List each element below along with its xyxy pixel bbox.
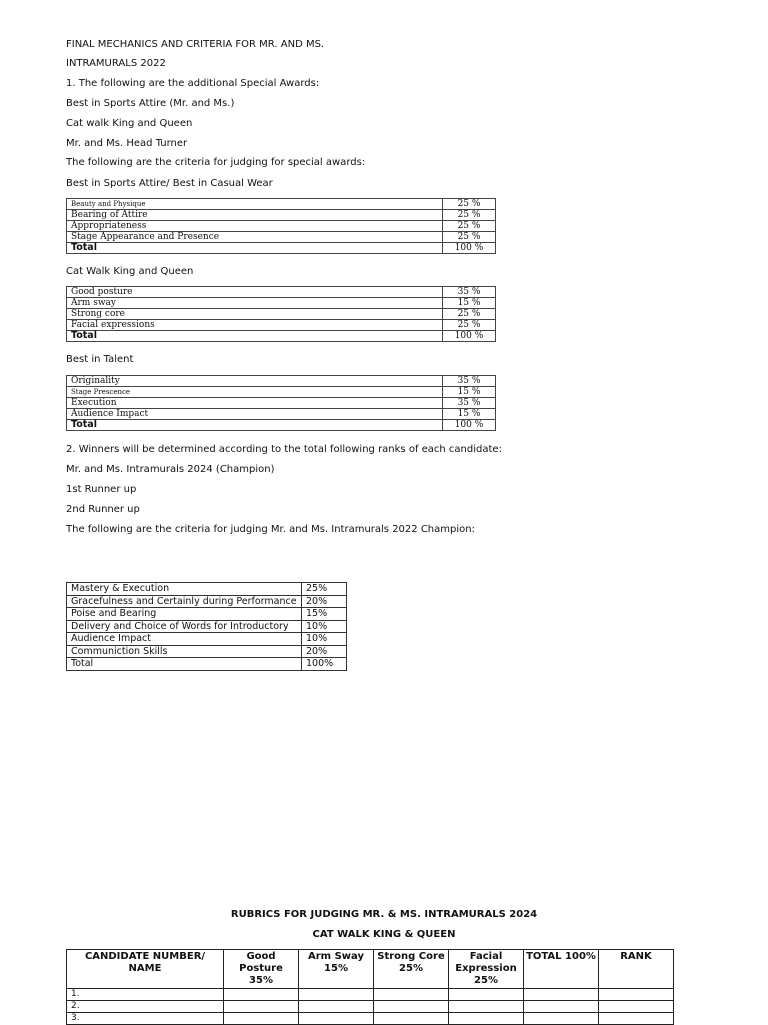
criterion-label: Communiction Skills	[67, 645, 302, 658]
rubric-row-number: 1.	[67, 989, 224, 1001]
criterion-value: 25 %	[443, 210, 496, 221]
criterion-value: 10%	[302, 633, 347, 646]
rubric-cell	[449, 1001, 524, 1013]
total-value: 100 %	[443, 420, 496, 431]
criterion-value: 25 %	[443, 221, 496, 232]
total-value: 100%	[302, 658, 347, 671]
rubric-cell	[299, 1001, 374, 1013]
rubric-row-number: 2.	[67, 1001, 224, 1013]
sports-attire-table	[66, 198, 496, 254]
rank-item: 1st Runner up	[66, 484, 137, 495]
rubric-cell	[524, 1001, 599, 1013]
criterion-value: 35 %	[443, 398, 496, 409]
criterion-value: 15%	[302, 608, 347, 621]
catwalk-table	[66, 286, 496, 342]
criterion-value: 10%	[302, 620, 347, 633]
rubric-cell	[224, 1013, 299, 1025]
rubric-header-arm-sway: Arm Sway 15%	[299, 950, 374, 989]
champion-criteria-table	[66, 582, 347, 671]
rubric-title: RUBRICS FOR JUDGING MR. & MS. INTRAMURALS 2024	[230, 909, 538, 920]
rubric-cell	[374, 1013, 449, 1025]
heading-line2: INTRAMURALS 2022	[66, 58, 166, 69]
criterion-label: Mastery & Execution	[67, 583, 302, 596]
rubric-cell	[374, 989, 449, 1001]
award-item: Cat walk King and Queen	[66, 118, 193, 129]
criterion-value: 25 %	[443, 320, 496, 331]
rank-item: 2nd Runner up	[66, 504, 140, 515]
catwalk-title: Cat Walk King and Queen	[66, 266, 194, 277]
section1-intro: 1. The following are the additional Special Awards:	[66, 78, 320, 89]
talent-title: Best in Talent	[66, 354, 134, 365]
total-value: 100 %	[443, 243, 496, 254]
table-row	[67, 989, 674, 1001]
criterion-label: Poise and Bearing	[67, 608, 302, 621]
rubric-header-expression: Facial Expression 25%	[449, 950, 524, 989]
criterion-label: Execution	[67, 398, 443, 409]
rubric-cell	[524, 1013, 599, 1025]
total-label: Total	[67, 658, 302, 671]
rubric-cell	[299, 989, 374, 1001]
criterion-label: Beauty and Physique	[67, 199, 443, 210]
rubric-header-total: TOTAL 100%	[524, 950, 599, 989]
criterion-label: Audience Impact	[67, 409, 443, 420]
award-item: Best in Sports Attire (Mr. and Ms.)	[66, 98, 235, 109]
rubric-cell	[599, 1013, 674, 1025]
criterion-label: Audience Impact	[67, 633, 302, 646]
criterion-label: Facial expressions	[67, 320, 443, 331]
criterion-label: Gracefulness and Certainly during Performance	[67, 595, 302, 608]
criterion-label: Delivery and Choice of Words for Introductory	[67, 620, 302, 633]
rubric-subtitle: CAT WALK KING & QUEEN	[312, 929, 456, 940]
criterion-value: 20%	[302, 645, 347, 658]
total-label: Total	[67, 243, 443, 254]
rubric-table	[66, 949, 674, 1025]
total-label: Total	[67, 420, 443, 431]
rubric-cell	[599, 989, 674, 1001]
talent-table	[66, 375, 496, 431]
total-value: 100 %	[443, 331, 496, 342]
rubric-cell	[524, 989, 599, 1001]
heading-line1: FINAL MECHANICS AND CRITERIA FOR MR. AND MS.	[66, 39, 325, 50]
rubric-cell	[449, 989, 524, 1001]
criteria-intro: The following are the criteria for judging for special awards:	[66, 157, 366, 168]
rubric-row-number: 3.	[67, 1013, 224, 1025]
criterion-value: 15 %	[443, 409, 496, 420]
rubric-cell	[299, 1013, 374, 1025]
rubric-header-rank: RANK	[599, 950, 674, 989]
criterion-label: Stage Appearance and Presence	[67, 232, 443, 243]
rank-item: Mr. and Ms. Intramurals 2024 (Champion)	[66, 464, 275, 475]
criterion-label: Originality	[67, 376, 443, 387]
criterion-value: 20%	[302, 595, 347, 608]
criterion-value: 35 %	[443, 376, 496, 387]
champion-criteria-intro: The following are the criteria for judging Mr. and Ms. Intramurals 2022 Champion:	[66, 524, 475, 535]
criterion-label: Arm sway	[67, 298, 443, 309]
rubric-header-posture: Good Posture 35%	[224, 950, 299, 989]
section2-intro: 2. Winners will be determined according to the total following ranks of each candidate:	[66, 444, 502, 455]
rubric-header-candidate: CANDIDATE NUMBER/ NAME	[67, 950, 224, 989]
rubric-cell	[224, 1001, 299, 1013]
criterion-value: 25 %	[443, 309, 496, 320]
rubric-header-core: Strong Core 25%	[374, 950, 449, 989]
table-row	[67, 1013, 674, 1025]
rubric-cell	[599, 1001, 674, 1013]
criterion-value: 25 %	[443, 199, 496, 210]
criterion-value: 35 %	[443, 287, 496, 298]
sports-attire-title: Best in Sports Attire/ Best in Casual Wear	[66, 178, 273, 189]
criterion-label: Appropriateness	[67, 221, 443, 232]
criterion-value: 15 %	[443, 387, 496, 398]
rubric-cell	[374, 1001, 449, 1013]
table-row	[67, 1001, 674, 1013]
criterion-value: 15 %	[443, 298, 496, 309]
rubric-cell	[449, 1013, 524, 1025]
criterion-label: Strong core	[67, 309, 443, 320]
rubric-cell	[224, 989, 299, 1001]
criterion-label: Bearing of Attire	[67, 210, 443, 221]
criterion-value: 25%	[302, 583, 347, 596]
award-item: Mr. and Ms. Head Turner	[66, 138, 188, 149]
criterion-label: Stage Prescence	[67, 387, 443, 398]
criterion-value: 25 %	[443, 232, 496, 243]
criterion-label: Good posture	[67, 287, 443, 298]
total-label: Total	[67, 331, 443, 342]
